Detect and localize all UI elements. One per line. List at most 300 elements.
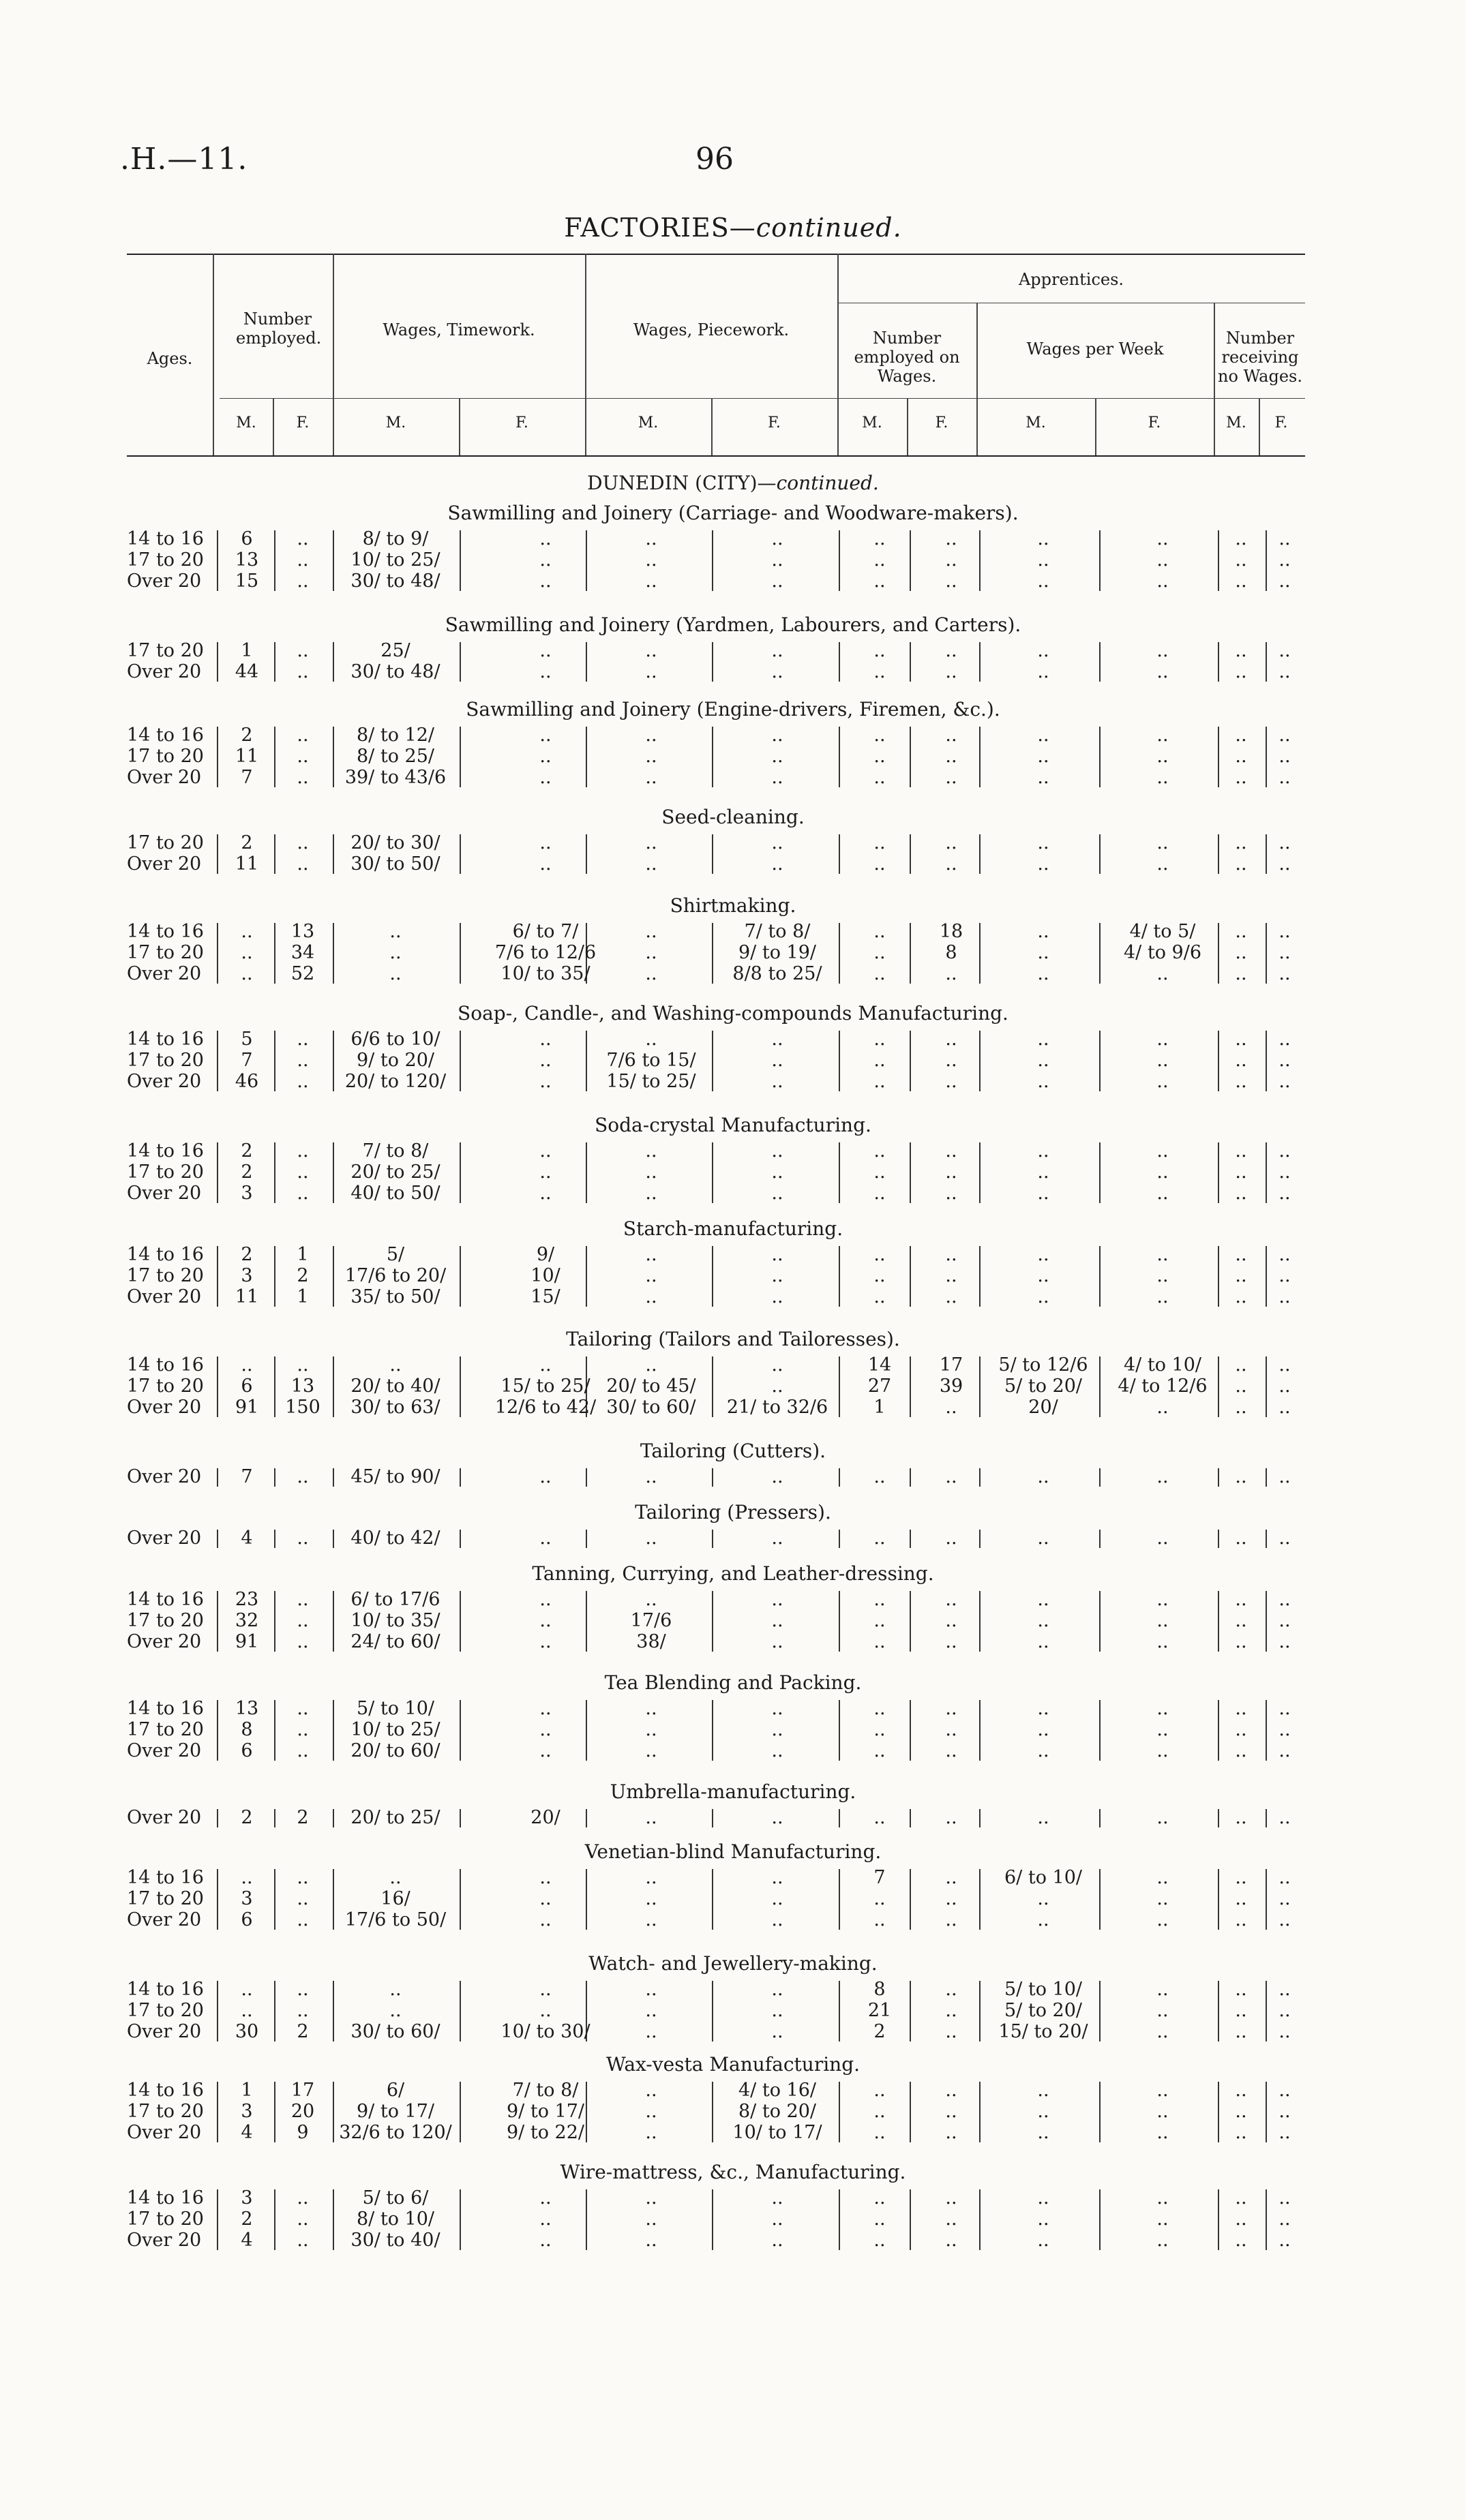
table-cell: .. xyxy=(645,528,657,549)
table-cell: .. xyxy=(645,1888,657,1909)
age-cell: 17 to 20 xyxy=(127,942,204,963)
table-cell: .. xyxy=(1235,1979,1247,2000)
table-cell: 9/ to 17/ xyxy=(507,2101,584,2122)
table-cell: .. xyxy=(945,853,957,875)
table-cell: 2 xyxy=(241,1162,253,1183)
table-cell: .. xyxy=(241,1867,253,1888)
table-cell: .. xyxy=(1037,640,1049,661)
table-cell: 10/ to 25/ xyxy=(350,1719,440,1740)
table-cell: .. xyxy=(1278,1071,1291,1092)
age-cell: Over 20 xyxy=(127,571,202,592)
table-cell: .. xyxy=(945,1610,957,1631)
table-cell: .. xyxy=(539,549,552,571)
table-cell: .. xyxy=(1235,1631,1247,1652)
table-cell: .. xyxy=(241,1979,253,2000)
table-cell: .. xyxy=(771,767,783,788)
table-cell: 5/ to 20/ xyxy=(1004,2000,1082,2021)
table-row xyxy=(0,1741,1466,1761)
table-cell: 1 xyxy=(873,1397,886,1418)
table-cell: .. xyxy=(1235,2230,1247,2251)
table-cell: 20/ xyxy=(530,1807,560,1828)
table-cell: .. xyxy=(945,1740,957,1761)
table-cell: .. xyxy=(1156,1183,1169,1204)
table-cell: .. xyxy=(873,1528,886,1549)
table-row xyxy=(0,641,1466,661)
table-cell: .. xyxy=(645,853,657,875)
table-row xyxy=(0,2209,1466,2230)
table-cell: 7 xyxy=(873,1867,886,1888)
table-cell: 11 xyxy=(235,746,259,767)
table-cell: .. xyxy=(1037,2080,1049,2101)
table-cell: 1 xyxy=(297,1286,309,1307)
section-title: Wax-vesta Manufacturing. xyxy=(605,2053,861,2076)
table-cell: .. xyxy=(1156,571,1169,592)
table-cell: 10/ to 17/ xyxy=(732,2122,822,2143)
table-cell: .. xyxy=(241,942,253,963)
age-cell: Over 20 xyxy=(127,1466,202,1487)
section-title: Tailoring (Pressers). xyxy=(635,1501,831,1523)
table-cell: .. xyxy=(1156,1589,1169,1610)
table-cell: .. xyxy=(645,661,657,682)
table-cell: .. xyxy=(771,2208,783,2230)
table-cell: .. xyxy=(1037,1244,1049,1265)
table-cell: 5/ to 20/ xyxy=(1004,1376,1082,1397)
section-title: Sawmilling and Joinery (Carriage- and Woodware-makers). xyxy=(447,502,1019,524)
age-cell: 14 to 16 xyxy=(127,528,204,549)
table-cell: .. xyxy=(645,921,657,942)
table-cell: .. xyxy=(1278,832,1291,853)
table-cell: .. xyxy=(1278,1265,1291,1286)
table-cell: .. xyxy=(1235,2122,1247,2143)
table-cell: .. xyxy=(945,1397,957,1418)
table-cell: .. xyxy=(771,1466,783,1487)
page-title xyxy=(0,213,1466,243)
table-cell: .. xyxy=(1037,661,1049,682)
table-cell: 2 xyxy=(241,832,253,853)
table-row xyxy=(0,746,1466,767)
table-cell: .. xyxy=(1235,640,1247,661)
section-title: Soda-crystal Manufacturing. xyxy=(595,1114,871,1136)
table-cell: .. xyxy=(645,1244,657,1265)
table-cell: .. xyxy=(1235,1610,1247,1631)
table-row xyxy=(0,1245,1466,1265)
table-cell: .. xyxy=(1278,1050,1291,1071)
age-cell: 14 to 16 xyxy=(127,1589,204,1610)
table-cell: .. xyxy=(945,1807,957,1828)
age-cell: Over 20 xyxy=(127,963,202,984)
table-cell: .. xyxy=(539,1909,552,1930)
table-cell: 6/ xyxy=(386,2080,405,2101)
table-cell: .. xyxy=(945,2080,957,2101)
table-cell: .. xyxy=(645,1140,657,1162)
table-cell: 4/ to 12/6 xyxy=(1118,1376,1208,1397)
table-cell: .. xyxy=(645,1698,657,1719)
table-cell: .. xyxy=(873,2122,886,2143)
table-cell: 20/ to 120/ xyxy=(344,1071,447,1092)
age-cell: Over 20 xyxy=(127,1909,202,1930)
table-cell: .. xyxy=(645,2187,657,2208)
table-cell: 7 xyxy=(241,1050,253,1071)
table-cell: .. xyxy=(873,1029,886,1050)
table-row xyxy=(0,1699,1466,1719)
table-cell: .. xyxy=(1278,767,1291,788)
table-cell: 7 xyxy=(241,1466,253,1487)
table-cell: .. xyxy=(1156,963,1169,984)
table-cell: .. xyxy=(297,571,309,592)
table-cell: .. xyxy=(873,1807,886,1828)
table-cell: .. xyxy=(1037,1698,1049,1719)
table-cell: .. xyxy=(1156,1979,1169,2000)
table-cell: .. xyxy=(1037,2122,1049,2143)
table-cell: .. xyxy=(1037,528,1049,549)
table-cell: .. xyxy=(1235,746,1247,767)
table-cell: .. xyxy=(771,549,783,571)
table-cell: 15/ to 25/ xyxy=(606,1071,696,1092)
table-cell: .. xyxy=(873,1265,886,1286)
table-row xyxy=(0,1720,1466,1740)
table-cell: .. xyxy=(873,2230,886,2251)
table-cell: .. xyxy=(873,1162,886,1183)
table-cell: .. xyxy=(1037,1140,1049,1162)
table-cell: .. xyxy=(1037,1050,1049,1071)
section-title: Sawmilling and Joinery (Yardmen, Labourers, and Carters). xyxy=(445,613,1021,636)
table-cell: 7/ to 8/ xyxy=(744,921,811,942)
table-cell: 13 xyxy=(235,549,259,571)
table-cell: .. xyxy=(873,921,886,942)
table-cell: .. xyxy=(1235,1050,1247,1071)
table-cell: .. xyxy=(297,1029,309,1050)
table-cell: .. xyxy=(873,2101,886,2122)
table-cell: .. xyxy=(1278,1740,1291,1761)
table-cell: 9/ to 17/ xyxy=(357,2101,434,2122)
table-cell: 2 xyxy=(241,1807,253,1828)
table-cell: 4/ to 16/ xyxy=(738,2080,816,2101)
table-cell: .. xyxy=(297,2000,309,2021)
table-cell: 6 xyxy=(241,1376,253,1397)
header-wages-piecework: Wages, Piecework. xyxy=(633,320,790,339)
age-cell: 17 to 20 xyxy=(127,746,204,767)
section-title: Sawmilling and Joinery (Engine-drivers, Firemen, &c.). xyxy=(466,698,1000,720)
table-cell: 11 xyxy=(235,1286,259,1307)
table-cell: .. xyxy=(873,832,886,853)
table-cell: .. xyxy=(539,2208,552,2230)
table-cell: .. xyxy=(873,1286,886,1307)
table-cell: 2 xyxy=(297,1807,309,1828)
table-cell: .. xyxy=(539,640,552,661)
table-cell: .. xyxy=(945,767,957,788)
table-cell: .. xyxy=(873,1888,886,1909)
table-cell: .. xyxy=(1278,746,1291,767)
table-cell: 91 xyxy=(235,1631,259,1652)
table-cell: .. xyxy=(945,1528,957,1549)
table-cell: .. xyxy=(1235,1719,1247,1740)
table-cell: .. xyxy=(297,725,309,746)
table-cell: 150 xyxy=(285,1397,320,1418)
table-cell: .. xyxy=(945,1888,957,1909)
table-cell: .. xyxy=(645,1265,657,1286)
header-m: M. xyxy=(1026,414,1046,431)
table-cell: 40/ to 50/ xyxy=(350,1183,440,1204)
table-cell: .. xyxy=(1235,963,1247,984)
table-cell: .. xyxy=(1235,549,1247,571)
header-app-no-wages: Number receiving no Wages. xyxy=(1218,329,1302,386)
table-cell: .. xyxy=(945,1589,957,1610)
table-cell: .. xyxy=(1037,942,1049,963)
table-cell: 20 xyxy=(290,2101,315,2122)
table-cell: .. xyxy=(1037,1265,1049,1286)
table-cell: .. xyxy=(1235,2101,1247,2122)
header-f: F. xyxy=(1274,414,1288,431)
table-row xyxy=(0,2230,1466,2251)
table-cell: 10/ xyxy=(530,1265,560,1286)
age-cell: 14 to 16 xyxy=(127,1244,204,1265)
table-cell: .. xyxy=(645,832,657,853)
table-cell: .. xyxy=(1037,1162,1049,1183)
table-cell: 7 xyxy=(241,767,253,788)
table-cell: .. xyxy=(1235,1589,1247,1610)
table-cell: .. xyxy=(1037,746,1049,767)
table-cell: .. xyxy=(539,1050,552,1071)
table-cell: .. xyxy=(297,1867,309,1888)
table-cell: .. xyxy=(771,571,783,592)
section-title: Venetian-blind Manufacturing. xyxy=(584,1840,882,1863)
table-cell: .. xyxy=(1278,921,1291,942)
region-heading xyxy=(0,472,1466,494)
table-cell: 6 xyxy=(241,1740,253,1761)
table-cell: .. xyxy=(873,1719,886,1740)
table-cell: .. xyxy=(645,2080,657,2101)
table-cell: .. xyxy=(1278,571,1291,592)
age-cell: Over 20 xyxy=(127,2021,202,2042)
table-row xyxy=(0,662,1466,682)
table-row xyxy=(0,1528,1466,1549)
table-cell: .. xyxy=(539,2187,552,2208)
table-cell: 1 xyxy=(241,2080,253,2101)
table-cell: .. xyxy=(539,528,552,549)
table-cell: .. xyxy=(1235,2187,1247,2208)
table-row xyxy=(0,943,1466,963)
table-cell: 17/6 xyxy=(630,1610,672,1631)
table-cell: .. xyxy=(1037,2230,1049,2251)
table-cell: 8/ to 20/ xyxy=(738,2101,816,2122)
table-row xyxy=(0,1910,1466,1930)
table-cell: .. xyxy=(539,1354,552,1376)
table-cell: .. xyxy=(873,1909,886,1930)
age-cell: 14 to 16 xyxy=(127,921,204,942)
table-cell: .. xyxy=(771,1610,783,1631)
table-cell: .. xyxy=(873,571,886,592)
table-cell: .. xyxy=(645,1286,657,1307)
table-cell: .. xyxy=(945,661,957,682)
table-cell: .. xyxy=(539,571,552,592)
table-cell: 3 xyxy=(241,1183,253,1204)
table-cell: .. xyxy=(539,1719,552,1740)
table-cell: .. xyxy=(297,1466,309,1487)
table-cell: .. xyxy=(539,1610,552,1631)
table-row xyxy=(0,1141,1466,1162)
table-cell: .. xyxy=(771,2021,783,2042)
table-cell: 5/ to 10/ xyxy=(357,1698,434,1719)
table-cell: 8/ to 12/ xyxy=(357,725,434,746)
table-cell: .. xyxy=(297,1979,309,2000)
table-row xyxy=(0,1590,1466,1610)
header-app-wages-per-week: Wages per Week xyxy=(1026,339,1164,359)
age-cell: Over 20 xyxy=(127,2230,202,2251)
table-cell: .. xyxy=(297,1354,309,1376)
table-cell: 39/ to 43/6 xyxy=(344,767,447,788)
table-row xyxy=(0,725,1466,746)
header-f: F. xyxy=(935,414,948,431)
table-cell: 30/ to 40/ xyxy=(350,2230,440,2251)
table-cell: .. xyxy=(1037,1719,1049,1740)
table-cell: 15/ to 25/ xyxy=(500,1376,590,1397)
table-cell: .. xyxy=(1156,1071,1169,1092)
table-cell: .. xyxy=(1235,2000,1247,2021)
table-cell: .. xyxy=(945,1244,957,1265)
table-cell: .. xyxy=(1278,528,1291,549)
table-cell: .. xyxy=(1037,1740,1049,1761)
table-cell: .. xyxy=(539,1888,552,1909)
table-cell: .. xyxy=(771,2230,783,2251)
table-cell: .. xyxy=(1037,767,1049,788)
header-m: M. xyxy=(1226,414,1246,431)
age-cell: 14 to 16 xyxy=(127,1354,204,1376)
table-cell: .. xyxy=(1235,1265,1247,1286)
table-cell: 8/ to 25/ xyxy=(357,746,434,767)
table-cell: 34 xyxy=(290,942,315,963)
table-cell: .. xyxy=(771,1719,783,1740)
table-cell: 8/ to 10/ xyxy=(357,2208,434,2230)
table-cell: .. xyxy=(771,1698,783,1719)
age-cell: Over 20 xyxy=(127,1071,202,1092)
table-row xyxy=(0,1162,1466,1183)
table-cell: .. xyxy=(945,832,957,853)
table-cell: .. xyxy=(771,1528,783,1549)
table-cell: .. xyxy=(1235,1528,1247,1549)
table-row xyxy=(0,2188,1466,2208)
table-cell: 44 xyxy=(235,661,259,682)
table-row xyxy=(0,2123,1466,2143)
table-cell: .. xyxy=(771,1979,783,2000)
table-cell: .. xyxy=(539,1740,552,1761)
table-cell: .. xyxy=(1156,1740,1169,1761)
table-cell: .. xyxy=(645,1183,657,1204)
table-cell: 16/ xyxy=(380,1888,410,1909)
region-name: DUNEDIN (CITY)— xyxy=(587,472,777,494)
table-cell: .. xyxy=(873,2208,886,2230)
table-cell: .. xyxy=(297,1719,309,1740)
table-cell: .. xyxy=(1235,1466,1247,1487)
table-cell: 21/ to 32/6 xyxy=(726,1397,828,1418)
table-cell: .. xyxy=(771,1050,783,1071)
table-cell: .. xyxy=(645,640,657,661)
table-cell: 35/ to 50/ xyxy=(350,1286,440,1307)
table-cell: .. xyxy=(539,661,552,682)
table-cell: .. xyxy=(389,1979,402,2000)
table-cell: .. xyxy=(873,1466,886,1487)
table-cell: 17 xyxy=(290,2080,315,2101)
table-cell: .. xyxy=(645,746,657,767)
table-cell: .. xyxy=(873,1183,886,1204)
table-cell: 20/ to 40/ xyxy=(350,1376,440,1397)
table-cell: .. xyxy=(645,1867,657,1888)
table-cell: .. xyxy=(1037,1888,1049,1909)
table-cell: .. xyxy=(1235,1029,1247,1050)
age-cell: Over 20 xyxy=(127,1740,202,1761)
table-cell: .. xyxy=(1037,1610,1049,1631)
table-cell: .. xyxy=(1278,1979,1291,2000)
region-continued: continued. xyxy=(776,472,879,494)
table-cell: .. xyxy=(1037,1589,1049,1610)
table-cell: .. xyxy=(1278,725,1291,746)
table-cell: .. xyxy=(1278,942,1291,963)
table-cell: .. xyxy=(873,746,886,767)
age-cell: Over 20 xyxy=(127,1807,202,1828)
page-number: 96 xyxy=(695,142,734,177)
table-cell: 9/ to 20/ xyxy=(357,1050,434,1071)
table-cell: .. xyxy=(1037,963,1049,984)
table-cell: 1 xyxy=(241,640,253,661)
table-cell: .. xyxy=(1037,1071,1049,1092)
table-cell: .. xyxy=(1278,1528,1291,1549)
table-cell: .. xyxy=(1278,1286,1291,1307)
table-cell: 32 xyxy=(235,1610,259,1631)
table-cell: .. xyxy=(873,1071,886,1092)
table-cell: .. xyxy=(945,2021,957,2042)
section-title: Tailoring (Tailors and Tailoresses). xyxy=(566,1328,900,1350)
table-cell: .. xyxy=(771,1376,783,1397)
table-cell: .. xyxy=(539,1698,552,1719)
table-cell: .. xyxy=(1235,1888,1247,1909)
table-cell: .. xyxy=(1156,1029,1169,1050)
age-cell: Over 20 xyxy=(127,1631,202,1652)
table-cell: .. xyxy=(771,832,783,853)
table-cell: .. xyxy=(1037,549,1049,571)
section-title: Tailoring (Cutters). xyxy=(640,1440,826,1462)
table-cell: .. xyxy=(1037,832,1049,853)
table-cell: .. xyxy=(945,1265,957,1286)
table-cell: .. xyxy=(771,1071,783,1092)
table-cell: .. xyxy=(1037,1466,1049,1487)
table-cell: .. xyxy=(1278,1719,1291,1740)
table-row xyxy=(0,529,1466,549)
table-cell: .. xyxy=(1278,1354,1291,1376)
table-row xyxy=(0,1889,1466,1909)
table-cell: .. xyxy=(1037,725,1049,746)
table-cell: .. xyxy=(1156,1888,1169,1909)
table-cell: .. xyxy=(297,1071,309,1092)
table-cell: 14 xyxy=(867,1354,892,1376)
table-cell: .. xyxy=(297,640,309,661)
table-cell: .. xyxy=(945,2122,957,2143)
table-row xyxy=(0,1376,1466,1397)
table-row xyxy=(0,1979,1466,2000)
table-cell: .. xyxy=(1037,1909,1049,1930)
table-cell: .. xyxy=(1156,1909,1169,1930)
table-cell: 5/ to 6/ xyxy=(362,2187,429,2208)
table-cell: .. xyxy=(1156,640,1169,661)
section-title: Umbrella-manufacturing. xyxy=(610,1780,856,1803)
table-cell: .. xyxy=(297,746,309,767)
section-title: Wire-mattress, &c., Manufacturing. xyxy=(560,2161,906,2183)
table-cell: .. xyxy=(389,1867,402,1888)
table-cell: 15/ xyxy=(530,1286,560,1307)
table-cell: 17/6 to 20/ xyxy=(344,1265,447,1286)
table-row xyxy=(0,1632,1466,1652)
table-cell: .. xyxy=(297,767,309,788)
table-cell: .. xyxy=(771,1909,783,1930)
age-cell: 17 to 20 xyxy=(127,2101,204,2122)
